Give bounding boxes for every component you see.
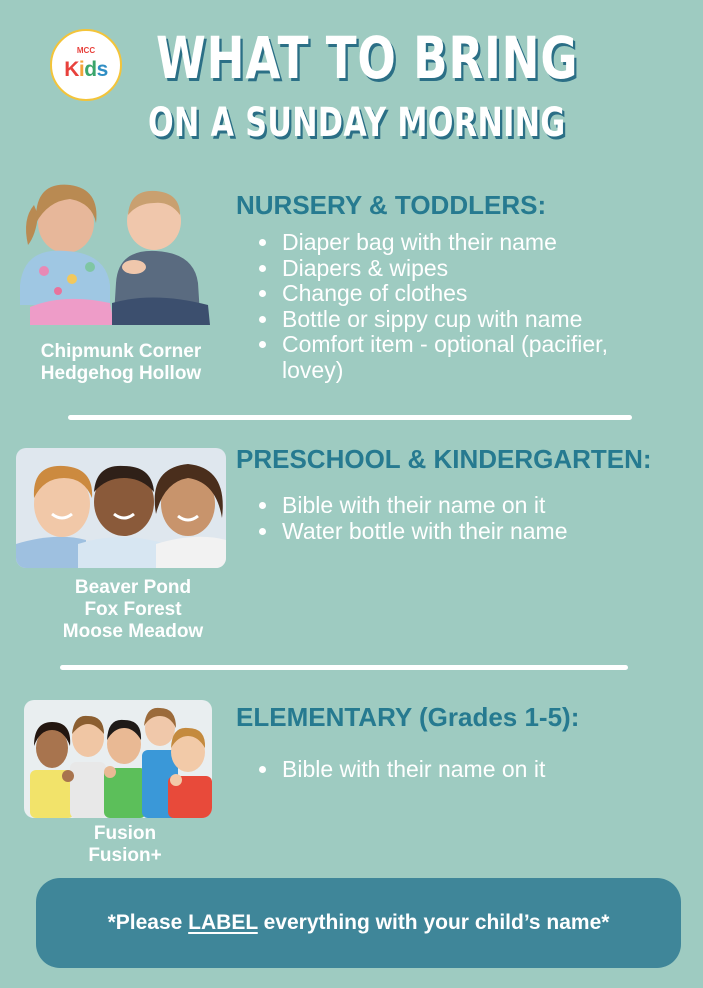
notice-emphasis: LABEL (188, 911, 258, 934)
room-name: Fusion+ (88, 845, 162, 866)
section-divider (60, 665, 628, 670)
preschool-rooms (26, 577, 240, 643)
room-name: Moose Meadow (62, 621, 204, 642)
section-divider (68, 415, 632, 420)
list-item: • Diaper bag with their name (280, 230, 660, 256)
list-item: • Bible with their name on it (280, 493, 660, 519)
logo-kids-text: Kids (64, 58, 108, 81)
page-subtitle: ON A SUNDAY MORNING (148, 100, 566, 146)
elementary-photo (24, 700, 212, 818)
list-item: • Comfort item - optional (pacifier, lovey) (280, 332, 660, 383)
notice-text: *Please LABEL everything with your child’s name* (107, 911, 610, 934)
list-item: • Bible with their name on it (280, 757, 660, 783)
list-item: • Change of clothes (280, 281, 660, 307)
elementary-heading: ELEMENTARY (Grades 1-5): (236, 702, 580, 732)
list-item: • Diapers & wipes (280, 256, 660, 282)
elementary-rooms (20, 823, 230, 867)
room-name: Beaver Pond (74, 577, 192, 598)
logo-mcc-text: MCC (76, 46, 96, 55)
room-name: Fusion (93, 823, 157, 844)
mcc-kids-logo (50, 29, 122, 101)
list-item: • Bottle or sippy cup with name (280, 307, 660, 333)
nursery-toddlers-heading: NURSERY & TODDLERS: (236, 190, 547, 220)
nursery-items-list (256, 230, 660, 383)
page-title: WHAT TO BRING (156, 24, 579, 92)
elementary-items-list (256, 757, 660, 783)
nursery-rooms (14, 341, 228, 385)
room-name: Fox Forest (84, 599, 182, 620)
preschool-photo (16, 448, 226, 568)
room-name: Hedgehog Hollow (40, 363, 202, 384)
toddlers-photo (14, 175, 214, 333)
list-item: • Water bottle with their name (280, 519, 660, 545)
room-name: Chipmunk Corner (40, 341, 202, 362)
preschool-kindergarten-heading: PRESCHOOL & KINDERGARTEN: (236, 444, 652, 474)
preschool-items-list (256, 493, 660, 544)
label-notice-banner (36, 878, 681, 968)
